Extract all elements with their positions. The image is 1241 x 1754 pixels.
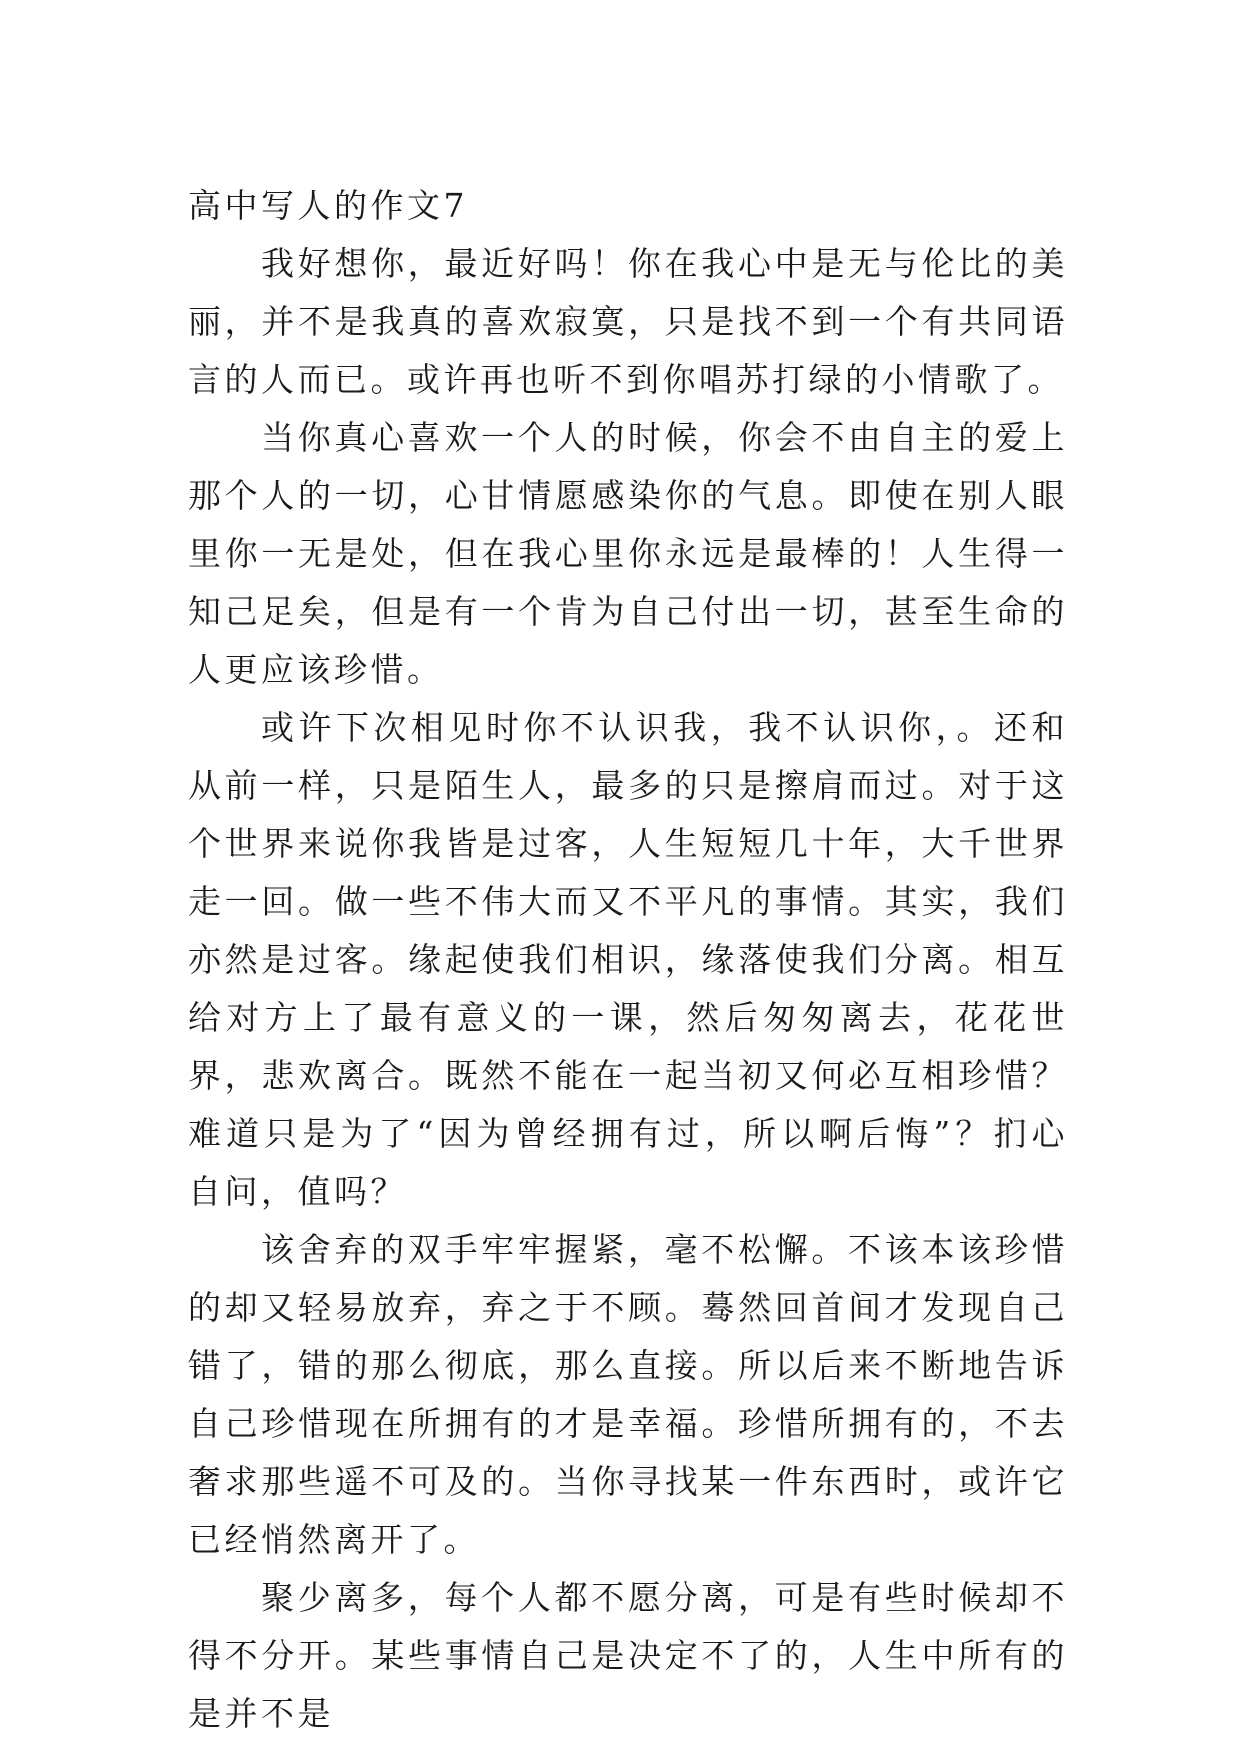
paragraph-3: 或许下次相见时你不认识我，我不认识你，。还和从前一样，只是陌生人，最多的只是擦肩而过。对于这个世界来说你我皆是过客，人生短短几十年，大千世界走一回。做一些不伟大而又不平凡的事情。其实，我们亦然是过客。缘起使我们相识，缘落使我们分离。相互给对方上了最有意义的一课，然后匆匆离去，花花世界，悲欢离合。既然不能在一起当初又何必互相珍惜？难道只是为了“因为曾经拥有过，所以啊后悔”？扪心自问，值吗？: [188, 708, 1068, 1211]
document-title: 高中写人的作文7: [188, 186, 468, 225]
paragraph-5: 聚少离多，每个人都不愿分离，可是有些时候却不得不分开。某些事情自己是决定不了的，人生中所有的是并不是: [188, 1578, 1068, 1733]
paragraph-4: 该舍弃的双手牢牢握紧，毫不松懈。不该本该珍惜的却又轻易放弃，弃之于不顾。蓦然回首间才发现自己错了，错的那么彻底，那么直接。所以后来不断地告诉自己珍惜现在所拥有的才是幸福。珍惜所拥有的，不去奢求那些遥不可及的。当你寻找某一件东西时，或许它已经悄然离开了。: [188, 1230, 1068, 1559]
paragraph-1: 我好想你，最近好吗！你在我心中是无与伦比的美丽，并不是我真的喜欢寂寞，只是找不到一个有共同语言的人而已。或许再也听不到你唱苏打绿的小情歌了。: [188, 244, 1068, 399]
document-body: [188, 177, 1068, 1743]
paragraph-2: 当你真心喜欢一个人的时候，你会不由自主的爱上那个人的一切，心甘情愿感染你的气息。即使在别人眼里你一无是处，但在我心里你永远是最棒的！人生得一知己足矣，但是有一个肯为自己付出一切，甚至生命的人更应该珍惜。: [188, 418, 1068, 689]
